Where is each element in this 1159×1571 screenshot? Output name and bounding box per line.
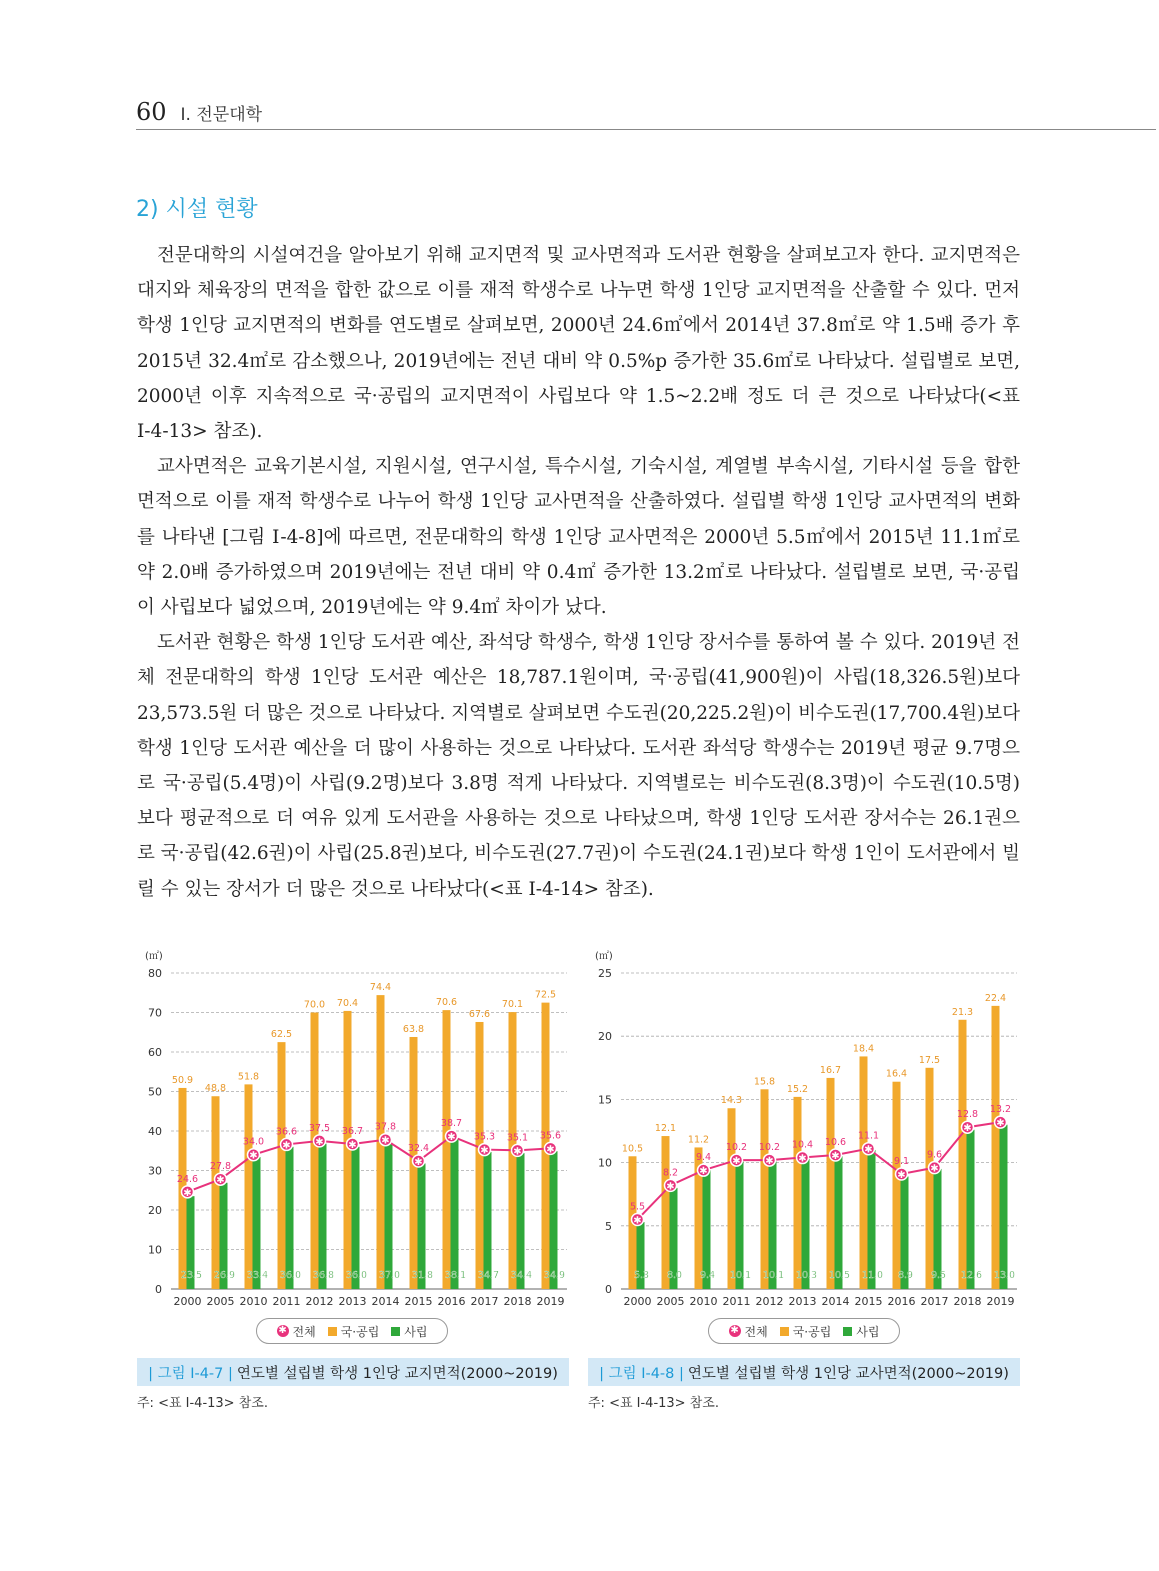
data-label-public: 70.6 <box>435 997 458 1009</box>
data-label-total: 10.2 <box>725 1142 748 1154</box>
bar-private <box>1000 1125 1008 1289</box>
data-label-public: 12.1 <box>654 1123 677 1135</box>
data-label-total: 35.3 <box>473 1131 496 1143</box>
x-tick-label: 2019 <box>986 1295 1015 1308</box>
bar-public <box>212 1096 220 1289</box>
bar-public <box>761 1089 769 1289</box>
paragraph: 전문대학의 시설여건을 알아보기 위해 교지면적 및 교사면적과 도서관 현황을 살펴보고자 한다. 교지면적은 대지와 체육장의 면적을 합한 값으로 이를 재적 학생수로 나누면 학생 1인당 교지면적을 산출할 수 있다. 먼저 학생 1인당 교지면적의 변화를 연도별로 살펴보면, 2000년 24.6㎡에서 2014년 37.8㎡로 약 1.5배 증가 후 2015년 32.4㎡로 감소했으나, 2019년에는 전년 대비 약 0.5%p 증가한 35.6㎡로 나타났다. 설립별로 보면, 2000년 이후 지속적으로 국·공립의 교지면적이 사립보다 약 1.5~2.2배 정도 더 큰 것으로 나타났다(<표 Ⅰ-4-13> 참조). <box>137 245 1020 443</box>
data-label-total: 13.2 <box>989 1104 1012 1116</box>
y-tick-label: 70 <box>148 1006 162 1020</box>
bar-public <box>245 1084 253 1289</box>
data-label-private: 37.0 <box>378 1270 401 1281</box>
bar-public <box>278 1042 286 1289</box>
data-label-public: 14.3 <box>720 1095 743 1107</box>
data-label-public: 70.1 <box>501 999 524 1011</box>
data-label-public: 50.9 <box>171 1074 194 1086</box>
star-marker-icon: ✱ <box>930 1163 939 1175</box>
data-label-public: 48.8 <box>204 1083 227 1095</box>
x-tick-label: 2015 <box>854 1295 883 1308</box>
legend-public: 국·공립 <box>328 1323 380 1340</box>
chart-legend <box>256 1318 448 1344</box>
data-label-public: 16.4 <box>885 1068 908 1080</box>
square-icon <box>391 1327 400 1336</box>
figure-label: | 그림 Ⅰ-4-8 | <box>599 1365 684 1382</box>
figure-note: 주: <표 Ⅰ-4-13> 참조. <box>588 1396 719 1411</box>
y-tick-label: 15 <box>598 1093 612 1107</box>
x-tick-label: 2005 <box>656 1295 685 1308</box>
bar-private <box>967 1130 975 1289</box>
data-label-private: 33.4 <box>246 1270 269 1281</box>
star-marker-icon: ✱ <box>765 1156 774 1168</box>
data-label-total: 12.8 <box>956 1109 979 1121</box>
data-label-private: 36.0 <box>345 1270 368 1281</box>
data-label-total: 8.2 <box>662 1167 679 1179</box>
data-label-total: 37.8 <box>374 1121 397 1133</box>
data-label-private: 8.9 <box>897 1270 914 1281</box>
y-tick-label: 50 <box>148 1085 162 1099</box>
bar-public <box>794 1097 802 1289</box>
bar-private <box>550 1151 558 1289</box>
chart-svg <box>135 945 575 1315</box>
data-label-total: 36.6 <box>275 1126 298 1138</box>
figure-title: 연도별 설립별 학생 1인당 교사면적(2000~2019) <box>687 1365 1009 1382</box>
page-number: 60 <box>136 98 167 126</box>
x-tick-label: 2017 <box>470 1295 499 1308</box>
body-text <box>137 238 1020 907</box>
x-tick-label: 2011 <box>272 1295 301 1308</box>
data-label-total: 9.1 <box>893 1155 910 1167</box>
bar-public <box>959 1020 967 1289</box>
bar-public <box>311 1013 319 1290</box>
star-marker-icon: ✱ <box>216 1175 225 1187</box>
x-tick-label: 2016 <box>437 1295 466 1308</box>
star-marker-icon: ✱ <box>480 1145 489 1157</box>
data-label-public: 15.2 <box>786 1083 809 1095</box>
star-marker-icon: ✱ <box>666 1181 675 1193</box>
section-title: 2) 시설 현황 <box>136 197 258 222</box>
data-label-total: 10.2 <box>758 1142 781 1154</box>
star-marker-icon: ✱ <box>249 1150 258 1162</box>
data-label-private: 34.4 <box>510 1270 533 1281</box>
data-label-public: 72.5 <box>534 989 557 1001</box>
star-marker-icon: ✱ <box>963 1123 972 1135</box>
bar-private <box>385 1143 393 1289</box>
data-label-private: 10.3 <box>795 1270 818 1281</box>
bar-private <box>451 1139 459 1289</box>
data-label-public: 51.8 <box>237 1071 260 1083</box>
data-label-private: 8.0 <box>666 1270 683 1281</box>
square-icon <box>843 1327 852 1336</box>
data-label-total: 35.1 <box>506 1132 529 1144</box>
star-marker-icon: ✱ <box>381 1135 390 1147</box>
legend-total: ✱ 전체 <box>278 1324 316 1339</box>
x-tick-label: 2010 <box>239 1295 268 1308</box>
data-label-public: 67.6 <box>468 1008 491 1020</box>
data-label-private: 10.5 <box>828 1270 851 1281</box>
y-tick-label: 5 <box>605 1219 612 1233</box>
legend-private: 사립 <box>843 1323 879 1340</box>
y-tick-label: 0 <box>155 1283 162 1296</box>
bar-public <box>728 1108 736 1289</box>
data-label-total: 37.5 <box>308 1122 331 1134</box>
legend-public: 국·공립 <box>780 1323 832 1340</box>
x-tick-label: 2018 <box>503 1295 532 1308</box>
data-label-private: 9.4 <box>699 1270 716 1281</box>
data-label-total: 11.1 <box>857 1130 880 1142</box>
star-marker-icon: ✱ <box>633 1215 642 1227</box>
bar-public <box>992 1006 1000 1289</box>
bar-private <box>868 1150 876 1289</box>
y-tick-label: 40 <box>148 1125 162 1138</box>
chart-legend <box>708 1318 900 1344</box>
data-label-public: 16.7 <box>819 1064 842 1076</box>
data-label-public: 17.5 <box>918 1054 941 1066</box>
x-tick-label: 2000 <box>173 1295 202 1308</box>
figure-note: 주: <표 Ⅰ-4-13> 참조. <box>137 1396 268 1411</box>
y-tick-label: 10 <box>148 1243 162 1257</box>
x-tick-label: 2011 <box>722 1295 751 1308</box>
x-tick-label: 2017 <box>920 1295 949 1308</box>
star-marker-icon: ✱ <box>278 1325 287 1336</box>
paragraph: 교사면적은 교육기본시설, 지원시설, 연구시설, 특수시설, 기숙시설, 계열별 부속시설, 기타시설 등을 합한 면적으로 이를 재적 학생수로 나누어 학생 1인당 교사면적을 산출하였다. 설립별 학생 1인당 교사면적의 변화를 나타낸 [그림 Ⅰ-4-8]에 따르면, 전문대학의 학생 1인당 교사면적은 2000년 5.5㎡에서 2015년 11.1㎡로 약 2.0배 증가하였으며 2019년에는 전년 대비 약 0.4㎡ 증가한 13.2㎡로 나타났다. 설립별로 보면, 국·공립이 사립보다 넓었으며, 2019년에는 약 9.4㎡ 차이가 났다. <box>137 456 1020 619</box>
star-marker-icon: ✱ <box>183 1187 192 1199</box>
data-label-public: 63.8 <box>402 1023 425 1035</box>
star-marker-icon: ✱ <box>699 1166 708 1178</box>
x-tick-label: 2013 <box>338 1295 367 1308</box>
bar-public <box>893 1082 901 1289</box>
data-label-public: 70.0 <box>303 999 326 1011</box>
chart-building-area <box>585 945 1025 1315</box>
data-label-private: 31.8 <box>411 1270 434 1281</box>
data-label-total: 5.5 <box>629 1201 646 1213</box>
x-tick-label: 2013 <box>788 1295 817 1308</box>
data-label-total: 34.0 <box>242 1136 265 1148</box>
x-tick-label: 2014 <box>371 1295 400 1308</box>
bar-private <box>352 1147 360 1289</box>
data-label-private: 36.8 <box>312 1270 335 1281</box>
x-tick-label: 2005 <box>206 1295 235 1308</box>
x-tick-label: 2015 <box>404 1295 433 1308</box>
x-tick-label: 2000 <box>623 1295 652 1308</box>
bar-private <box>319 1144 327 1289</box>
bar-private <box>517 1153 525 1289</box>
star-marker-icon: ✱ <box>996 1118 1005 1130</box>
data-label-private: 34.7 <box>477 1270 500 1281</box>
data-label-public: 15.8 <box>753 1076 776 1088</box>
bar-public <box>443 1010 451 1289</box>
y-unit-label: (㎡) <box>595 951 613 962</box>
y-tick-label: 10 <box>598 1156 612 1170</box>
data-label-total: 24.6 <box>176 1173 199 1185</box>
x-tick-label: 2014 <box>821 1295 850 1308</box>
data-label-private: 10.1 <box>729 1270 752 1281</box>
square-icon <box>328 1327 337 1336</box>
page-header <box>136 98 262 126</box>
star-marker-icon: ✱ <box>513 1146 522 1158</box>
x-tick-label: 2012 <box>755 1295 784 1308</box>
data-label-private: 5.3 <box>633 1270 650 1281</box>
paragraph: 도서관 현황은 학생 1인당 도서관 예산, 좌석당 학생수, 학생 1인당 장서수를 통하여 볼 수 있다. 2019년 전체 전문대학의 학생 1인당 도서관 예산은 18,787.1원이며, 국·공립(41,900원)이 사립(18,326.5원)보다 23,573.5원 더 많은 것으로 나타났다. 지역별로 살펴보면 수도권(20,225.2원)이 비수도권(17,700.4원)보다 학생 1인당 도서관 예산을 더 많이 사용하는 것으로 나타났다. 도서관 좌석당 학생수는 2019년 평균 9.7명으로 국·공립(5.4명)이 사립(9.2명)보다 3.8명 적게 나타났다. 지역별로는 비수도권(8.3명)이 수도권(10.5명)보다 평균적으로 더 여유 있게 도서관을 사용하는 것으로 나타났으며, 학생 1인당 도서관 장서수는 26.1권으로 국·공립(42.6권)이 사립(25.8권)보다, 비수도권(27.7권)이 수도권(24.1권)보다 학생 1인이 도서관에서 빌릴 수 있는 장서가 더 많은 것으로 나타났다(<표 Ⅰ-4-14> 참조). <box>137 632 1020 900</box>
data-label-public: 21.3 <box>951 1006 974 1018</box>
star-marker-icon: ✱ <box>348 1140 357 1152</box>
star-marker-icon: ✱ <box>282 1140 291 1152</box>
data-label-private: 26.9 <box>213 1270 236 1281</box>
data-label-private: 36.0 <box>279 1270 302 1281</box>
chart-campus-area <box>135 945 575 1315</box>
data-label-total: 35.6 <box>539 1130 562 1142</box>
figure-caption <box>588 1358 1020 1386</box>
star-marker-icon: ✱ <box>897 1169 906 1181</box>
bar-public <box>926 1068 934 1289</box>
star-marker-icon: ✱ <box>831 1151 840 1163</box>
square-icon <box>780 1327 789 1336</box>
y-tick-label: 25 <box>598 967 612 980</box>
data-label-public: 22.4 <box>984 992 1007 1004</box>
y-tick-label: 60 <box>148 1046 162 1059</box>
y-tick-label: 30 <box>148 1164 162 1178</box>
data-label-private: 13.0 <box>993 1270 1016 1281</box>
chart-svg <box>585 945 1025 1315</box>
bar-private <box>484 1152 492 1289</box>
data-label-public: 11.2 <box>687 1134 710 1146</box>
legend-private: 사립 <box>391 1323 427 1340</box>
data-label-public: 70.4 <box>336 997 359 1009</box>
figure-label: | 그림 Ⅰ-4-7 | <box>148 1365 233 1382</box>
data-label-public: 62.5 <box>270 1029 293 1041</box>
bar-private <box>286 1147 294 1289</box>
bar-public <box>827 1078 835 1289</box>
data-label-total: 9.4 <box>695 1152 712 1164</box>
x-tick-label: 2012 <box>305 1295 334 1308</box>
header-divider <box>136 129 1156 130</box>
data-label-total: 27.8 <box>209 1161 232 1173</box>
data-label-private: 34.9 <box>543 1270 566 1281</box>
data-label-private: 12.6 <box>960 1270 983 1281</box>
y-tick-label: 0 <box>605 1283 612 1296</box>
star-marker-icon: ✱ <box>315 1136 324 1148</box>
data-label-public: 74.4 <box>369 982 392 994</box>
data-label-total: 10.6 <box>824 1137 847 1149</box>
chapter-title: Ⅰ. 전문대학 <box>180 105 263 125</box>
data-label-private: 11.0 <box>861 1270 884 1281</box>
x-tick-label: 2010 <box>689 1295 718 1308</box>
bar-public <box>860 1056 868 1289</box>
star-marker-icon: ✱ <box>414 1157 423 1169</box>
legend-total: ✱ 전체 <box>730 1324 768 1339</box>
star-marker-icon: ✱ <box>798 1153 807 1165</box>
y-unit-label: (㎡) <box>145 951 163 962</box>
data-label-public: 10.5 <box>621 1143 644 1155</box>
star-marker-icon: ✱ <box>730 1325 739 1336</box>
bar-public <box>662 1136 670 1289</box>
data-label-private: 38.1 <box>444 1270 467 1281</box>
data-label-public: 18.4 <box>852 1043 875 1055</box>
data-label-total: 32.4 <box>407 1143 430 1155</box>
x-tick-label: 2016 <box>887 1295 916 1308</box>
data-label-total: 10.4 <box>791 1139 814 1151</box>
data-label-private: 10.1 <box>762 1270 785 1281</box>
star-marker-icon: ✱ <box>447 1132 456 1144</box>
data-label-total: 9.6 <box>926 1149 943 1161</box>
figure-title: 연도별 설립별 학생 1인당 교지면적(2000~2019) <box>236 1365 558 1382</box>
figure-caption <box>137 1358 569 1386</box>
y-tick-label: 20 <box>598 1030 612 1044</box>
data-label-private: 23.5 <box>180 1270 203 1281</box>
x-tick-label: 2019 <box>536 1295 565 1308</box>
star-marker-icon: ✱ <box>864 1144 873 1156</box>
star-marker-icon: ✱ <box>732 1156 741 1168</box>
star-marker-icon: ✱ <box>546 1144 555 1156</box>
data-label-private: 9.5 <box>930 1270 947 1281</box>
y-tick-label: 80 <box>148 967 162 980</box>
data-label-total: 38.7 <box>440 1118 463 1130</box>
x-tick-label: 2018 <box>953 1295 982 1308</box>
y-tick-label: 20 <box>148 1204 162 1217</box>
data-label-total: 36.7 <box>341 1126 364 1138</box>
